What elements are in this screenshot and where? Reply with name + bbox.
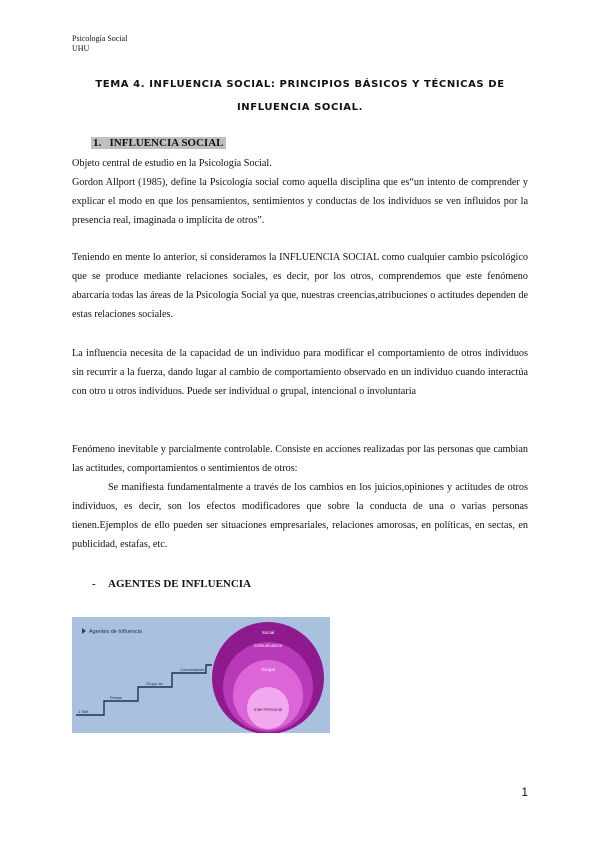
- agents-label: AGENTES DE INFLUENCIA: [108, 578, 252, 590]
- paragraph-capacity: La influencia necesita de la capacidad de un individuo para modificar el comportamiento de otros individuos sin recurrir a la fuerza, dando lugar al cambio de comportamiento observado en un individuo cuando interactúa con otro u otros individuos. Puede ser individual o grupal, intencional o involuntaria: [72, 348, 528, 397]
- paragraph-allport: Gordon Allport (1985), define la Psicología social como aquella disciplina que es“un intento de comprender y explicar el modo en que los pensamientos, sentimientos y conductas de los individuos se ven influidos por la presencia real, imaginada o implícita de otros”.: [72, 177, 528, 226]
- paragraph-manifestation: Se manifiesta fundamentalmente a través de los cambios en los juicios,opiniones y actitudes de otros individuos, es decir, son los efectos modificadores que sobre la conducta de una o varias personas tienen.Ejemplos de ello pueden ser situaciones empresariales, relaciones amorosas, en políticas, en sectas, en publicidad, estafas, etc.: [72, 482, 528, 550]
- agents-heading: [92, 578, 251, 590]
- agents-diagram: [72, 617, 330, 733]
- diagram-title: Agentes de Influencia: [89, 629, 142, 635]
- page-number: 1: [521, 785, 528, 799]
- title-line-1: TEMA 4. INFLUENCIA SOCIAL: PRINCIPIOS BÁSICOS Y TÉCNICAS DE: [95, 79, 505, 90]
- header-course: Psicología Social: [72, 34, 128, 43]
- paragraph-definition: Teniendo en mente lo anterior, si consideramos la INFLUENCIA SOCIAL como cualquier cambio psicológico que se produce mediante relaciones sociales, es decir, por los otros, comprendemos que este fenómeno abarcaría todas las áreas de la Psicología Social ya que, nuestras creencias,atribuciones o actitudes dependen de estas relaciones sociales.: [72, 252, 528, 320]
- paragraph-intro: Objeto central de estudio en la Psicología Social.: [72, 158, 272, 169]
- title-line-2: INFLUENCIA SOCIAL.: [236, 102, 363, 113]
- page-title: [72, 73, 528, 119]
- step-label-4: Comunidades: [180, 667, 205, 672]
- step-label-1: 1 Self: [78, 709, 89, 714]
- page-header: [72, 34, 127, 54]
- section-heading: [91, 137, 226, 149]
- circle-label-interpersonal: Inter-Personal: [253, 707, 283, 712]
- list-dash: -: [92, 578, 96, 590]
- agents-figure: [72, 617, 330, 733]
- paragraph-phenomenon: Fenómeno inevitable y parcialmente controlable. Consiste en acciones realizadas por las personas que cambian las actitudes, comportamientos o sentimientos de otros:: [72, 444, 528, 474]
- section-label: INFLUENCIA SOCIAL: [109, 137, 224, 149]
- circle-label-social: Social: [261, 630, 275, 635]
- step-label-3: Grupo de: [146, 681, 163, 686]
- section-number: 1.: [93, 137, 102, 149]
- circle-label-grupal: Grupal: [261, 667, 275, 672]
- step-label-2: Pareja: [110, 695, 122, 700]
- circle-label-comunicacion: Comunicacion: [253, 643, 283, 648]
- header-university: UHU: [72, 44, 90, 53]
